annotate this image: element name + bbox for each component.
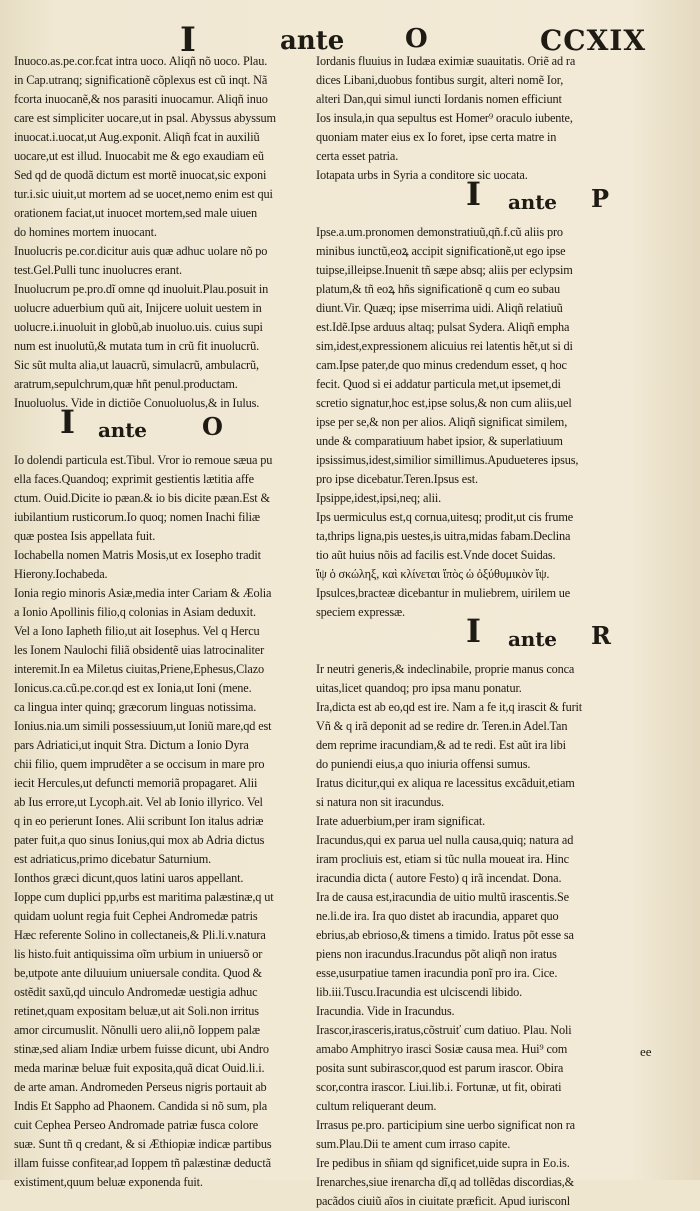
text-line: fcorta inuocanẽ,& nos parasiti inuocamur. Aliqñ inuo — [14, 92, 268, 106]
text-line: care est simpliciter uocare,ut in psal. Abyssus abyssum — [14, 111, 276, 125]
text-line: Iratus dicitur,qui ex aliqua re lacessitus excãduit,etiam — [316, 776, 575, 790]
text-line: ta,thrips ligna,pis uestes,is uitra,midas fabam.Declina — [316, 529, 571, 543]
section-initial: I — [60, 403, 75, 441]
text-line: iecit Hercules,ut defuncti memoriã propagaret. Alii — [14, 776, 258, 790]
text-line: cam.Ipse pater,de quo minus credendum esset, q hoc — [316, 358, 567, 372]
left-column — [14, 52, 304, 1192]
text-line: Irrasus pe.pro. participium sine uerbo significat non ra — [316, 1118, 575, 1132]
text-line: ostẽdit saxũ,qd uinculo Andromedæ uestigia adhuc — [14, 985, 258, 999]
text-line: ipsissimus,idest,similior simillimus.Apudueteres ipsus, — [316, 453, 579, 467]
text-line: certa esset patria. — [316, 149, 399, 163]
section-initial: I — [466, 175, 481, 213]
running-header — [0, 14, 700, 60]
text-line: amor circumuslit. Nõnulli uero alii,nõ Ioppem palæ — [14, 1023, 260, 1037]
text-line: aratrum,sepulchrum,quæ hñt penul.productam. — [14, 377, 238, 391]
text-line: ab Ius errore,ut Lycoph.ait. Vel ab Ionio illyrico. Vel — [14, 795, 263, 809]
text-line: Iotapata urbs in Syria a conditore sic uocata. — [316, 168, 528, 182]
text-line: dem reprime iracundiam,& ad te redi. Est aũt ira libi — [316, 738, 566, 752]
text-line: amabo Amphitryo irasci Sosiæ causa mea. Hui⁹ com — [316, 1042, 568, 1056]
text-line: uitas,licet quandoq; pro ipsa manu ponatur. — [316, 681, 522, 695]
text-line: Ips uermiculus est,q cornua,uitesq; prodit,ut cis frume — [316, 510, 574, 524]
text-line: Ire pedibus in sñiam qd significet,uide supra in Eo.is. — [316, 1156, 570, 1170]
text-line: lib.iii.Tuscu.Iracundia est ulciscendi libido. — [316, 985, 523, 999]
text-line: diunt.Vir. Quæq; ipse miserrima uidi. Aliqñ relatiuũ — [316, 301, 563, 315]
text-line: Ipsulces,bracteæ dicebantur in muliebrem, uirilem ue — [316, 586, 571, 600]
text-line: les Ionem Naulochi filiã obsidentẽ uias latrocinaliter — [14, 643, 265, 657]
text-line: Inuolucris pe.cor.dicitur auis quæ adhuc uolare nõ po — [14, 244, 268, 258]
text-line: minibus iunctũ,eoꝝ accipit significationẽ,ut ego ipse — [316, 244, 566, 258]
section-ante: ante — [98, 418, 147, 442]
text-line: cuit Cephea Perseo Andromade patriæ fusca colore — [14, 1118, 259, 1132]
text-line: Iordanis fluuius in Iudæa eximiæ suauitatis. Oriẽ ad ra — [316, 54, 576, 68]
left-block-1 — [14, 52, 304, 413]
text-line: ἴψ ὁ σκώληξ, καὶ κλίνεται ἴπὸς ὡ ὀξύθυμικὸν ἴψ. — [316, 567, 550, 581]
text-line: ipse per se,& non per alios. Aliqñ significat similem, — [316, 415, 568, 429]
text-line: chii filio, quem imprudẽter a se occisum in mare pro — [14, 757, 265, 771]
text-line: Ioppe cum duplici pp,urbs est maritima palæstinæ,q ut — [14, 890, 274, 904]
text-line: ebrius,ab ebrioso,& timens a timido. Iratus põt esse sa — [316, 928, 574, 942]
text-line: Io dolendi particula est.Tibul. Vror io remoue sæua pu — [14, 453, 273, 467]
header-initial: I — [180, 20, 196, 60]
text-line: be,utpote ante diluuium uniuersale condita. Quod & — [14, 966, 262, 980]
text-line: ella faces.Quandoq; exprimit gestientis lætitia affe — [14, 472, 254, 486]
text-line: q in eo perierunt Iones. Alii scribunt Ion italus adriæ — [14, 814, 264, 828]
text-line: unde & comparatiuum habet ipsior, & superlatiuum — [316, 434, 563, 448]
text-line: cultum reliquerant deum. — [316, 1099, 437, 1113]
text-line: Irenarches,siue irenarcha dĩ,q ad tollẽdas discordias,& — [316, 1175, 575, 1189]
text-line: Hæc referente Solino in collectaneis,& Pli.li.v.natura — [14, 928, 266, 942]
text-line: pater fuit,a quo sinus Ionius,qui mox ab Adria dictus — [14, 833, 265, 847]
text-line: speciem expressæ. — [316, 605, 405, 619]
text-line: suæ. Sunt tñ q credant, & si Æthiopiæ indicæ partibus — [14, 1137, 272, 1151]
text-line: stinæ,sed aliam Indiæ urbem fuisse dicunt, ubi Andro — [14, 1042, 269, 1056]
header-ante: ante — [280, 26, 345, 56]
text-line: fecit. Quod si ei addatur particula met,ut ipsemet,di — [316, 377, 561, 391]
text-line: ne.li.de ira. Ira quo distet ab iracundia, apparet quo — [316, 909, 559, 923]
text-line: do homines mortem inuocant. — [14, 225, 157, 239]
text-line: tio aũt huius nõis ad facilis est.Vnde docet Suidas. — [316, 548, 556, 562]
text-line: est.Idẽ.Ipse arduus altaq; pulsat Sydera. Aliqñ empha — [316, 320, 570, 334]
text-line: do puniendi eius,a quo iniuria offensi sumus. — [316, 757, 531, 771]
text-line: uolucre aduerbium quũ ait, Inijcere uoluit uestem in — [14, 301, 262, 315]
text-line: test.Gel.Pulli tunc inuolucres erant. — [14, 263, 182, 277]
text-line: posita sunt subirascor,quod est parum irascor. Obira — [316, 1061, 564, 1075]
text-line: dices Libani,duobus fontibus surgit, alteri nomẽ Ior, — [316, 73, 564, 87]
section-symbol: O — [202, 412, 223, 441]
text-line: Sic sũt multa alia,ut lauacrũ, simulacrũ, ambulacrũ, — [14, 358, 259, 372]
text-line: Sed qd de quodã dictum est mortẽ inuocat,sic exponi — [14, 168, 267, 182]
section-ante: ante — [508, 190, 557, 214]
section-ante: ante — [508, 627, 557, 651]
text-line: tuipse,illeipse.Inuenit tñ sæpe absq; aliis per eclypsim — [316, 263, 573, 277]
text-line: iracundia dicta ( autore Festo) q irã incendat. Dona. — [316, 871, 562, 885]
text-line: in Cap.utranq; significationẽ cõplexus est cũ inqt. Nã — [14, 73, 268, 87]
text-line: Inuoco.as.pe.cor.fcat intra uoco. Aliqñ nõ uoco. Plau. — [14, 54, 268, 68]
text-line: ctum. Ouid.Dicite io pæan.& io bis dicite pæan.Est & — [14, 491, 270, 505]
text-line: scretio signatur,hoc est,ipse solus,& non cum aliis,uel — [316, 396, 572, 410]
text-line: Hierony.Iochabeda. — [14, 567, 108, 581]
text-line: Ir neutri generis,& indeclinabile, proprie manus conca — [316, 662, 575, 676]
text-line: Indis Et Sappho ad Phaonem. Candida si nõ sum, pla — [14, 1099, 268, 1113]
text-line: lis histo.fuit antiquissima oĩm urbium in uniuersõ or — [14, 947, 263, 961]
header-symbol: O — [405, 24, 428, 54]
text-line: num est inuolutũ,& mutata tum in crũ fit inuolucrũ. — [14, 339, 260, 353]
section-symbol: R — [591, 621, 611, 650]
text-line: uocare,ut est illud. Inuocabit me & ego exaudiam eũ — [14, 149, 264, 163]
text-line: Vñ & q irã deponit ad se redire dr. Teren.in Adel.Tan — [316, 719, 568, 733]
text-line: pars Adriatici,ut inquit Stra. Dictum a Ionio Dyra — [14, 738, 249, 752]
text-line: alteri Dan,qui simul iuncti Iordanis nomen efficiunt — [316, 92, 562, 106]
text-line: Ira,dicta est ab eo,qd est ire. Nam a fe it,q irascit & furit — [316, 700, 583, 714]
text-line: Iracundus,qui ex parua uel nulla causa,quiq; natura ad — [316, 833, 574, 847]
text-line: Iochabella nomen Matris Mosis,ut ex Iosepho tradit — [14, 548, 261, 562]
text-line: iubilantium rusticorum.Io quoq; nomen Inachi filiæ — [14, 510, 260, 524]
right-column — [316, 52, 684, 1211]
section-initial: I — [466, 612, 481, 650]
text-line: ca lingua inter quinq; græcorum linguas notissima. — [14, 700, 257, 714]
text-line: Ionicus.ca.cũ.pe.cor.qd est ex Ionia,ut Ioni (mene. — [14, 681, 252, 695]
text-line: Ipsippe,idest,ipsi,neq; alii. — [316, 491, 442, 505]
text-line: Ipse.a.um.pronomen demonstratiuũ,qñ.f.cũ aliis pro — [316, 225, 563, 239]
text-line: existiment,quum beluæ exponenda fuit. — [14, 1175, 203, 1189]
left-block-2 — [14, 451, 304, 1192]
text-line: orationem faciat,ut inuocet mortem,sed male uiuen — [14, 206, 257, 220]
text-line: si natura non sit iracundus. — [316, 795, 444, 809]
right-block-1 — [316, 52, 684, 185]
text-line: esse,usurpatiue tamen iracundia ponĩ pro ira. Cice. — [316, 966, 558, 980]
text-line: platum,& tñ eoꝝ hñs significationẽ q cum eo subau — [316, 282, 560, 296]
text-line: uolucre.i.inuoluit in globũ,ab inuoluo.uis. cuius supi — [14, 320, 263, 334]
text-line: quæ postea Isis appellata fuit. — [14, 529, 156, 543]
text-line: scor,contra irascor. Liui.lib.i. Fortunæ, ut fit, obirati — [316, 1080, 562, 1094]
text-line: Ira de causa est,iracundia de uitio multũ irascentis.Se — [316, 890, 569, 904]
text-line: pro ipse dicebatur.Teren.Ipsus est. — [316, 472, 478, 486]
right-block-2 — [316, 223, 684, 622]
text-line: Ionius.nia.um simili possessiuum,ut Ioniũ mare,qd est — [14, 719, 272, 733]
text-line: iram procliuis est, etiam si tũc nulla moueat ira. Hinc — [316, 852, 569, 866]
text-line: interemit.In ea Miletus ciuitas,Priene,Ephesus,Clazo — [14, 662, 265, 676]
text-line: meda marinæ beluæ fuit exposita,quã dicat Ouid.li.i. — [14, 1061, 265, 1075]
text-line: retinet,quam expositam beluæ,ut ait Soli.non irritus — [14, 1004, 259, 1018]
text-line: quoniam mater eius ex Io foret, ipse certa matre in — [316, 130, 557, 144]
text-line: sum.Plau.Dii te ament cum irraso capite. — [316, 1137, 511, 1151]
text-line: a Ionio Apollinis filio,q colonias in Asiam deduxit. — [14, 605, 256, 619]
text-line: Inuolucrum pe.pro.dĩ omne qd inuoluit.Plau.posuit in — [14, 282, 269, 296]
text-line: Ionia regio minoris Asiæ,media inter Cariam & Æolia — [14, 586, 272, 600]
text-line: Irate aduerbium,per iram significat. — [316, 814, 486, 828]
text-line: Iracundia. Vide in Iracundus. — [316, 1004, 455, 1018]
text-line: tur.i.sic uiuit,ut mortem ad se uocet,nemo enim est qui — [14, 187, 273, 201]
text-line: Irascor,irasceris,iratus,cõstruiť cum datiuo. Plau. Noli — [316, 1023, 572, 1037]
right-block-3 — [316, 660, 684, 1211]
text-line: inuocat.i.uocat,ut Aug.exponit. Aliqñ fcat in auxiliũ — [14, 130, 260, 144]
text-line: Ionthos græci dicunt,quos latini uaros appellant. — [14, 871, 244, 885]
signature-mark: ee — [640, 1044, 652, 1059]
text-line: Ios insula,in qua sepultus est Homer⁹ oraculo iubente, — [316, 111, 573, 125]
text-line: Vel a Iono Iapheth filio,ut ait Iosephus. Vel q Hercu — [14, 624, 260, 638]
text-line: sim,idest,expressionem alicuius rei latentis hẽt,ut si di — [316, 339, 573, 353]
section-symbol: P — [591, 184, 609, 213]
text-line: pacãdos ciuiũ aĩos in ciuitate præficit. Apud iurisconl — [316, 1194, 571, 1208]
text-line: piens non iracundus.Iracundus põt aliqñ non iratus — [316, 947, 557, 961]
text-line: Inuoluolus. Vide in dictiõe Conuoluolus,& in Iulus. — [14, 396, 260, 410]
text-line: illam fuisse confitear,ad Ioppem tñ palæstinæ deductã — [14, 1156, 271, 1170]
folio-number: CCXIX — [540, 24, 647, 57]
text-line: de arte aman. Andromeden Perseus nigris portauit ab — [14, 1080, 267, 1094]
text-line: est adriaticus,primo dicebatur Saturnium. — [14, 852, 212, 866]
text-line: quidam uolunt regia fuit Cephei Andromedæ patris — [14, 909, 258, 923]
